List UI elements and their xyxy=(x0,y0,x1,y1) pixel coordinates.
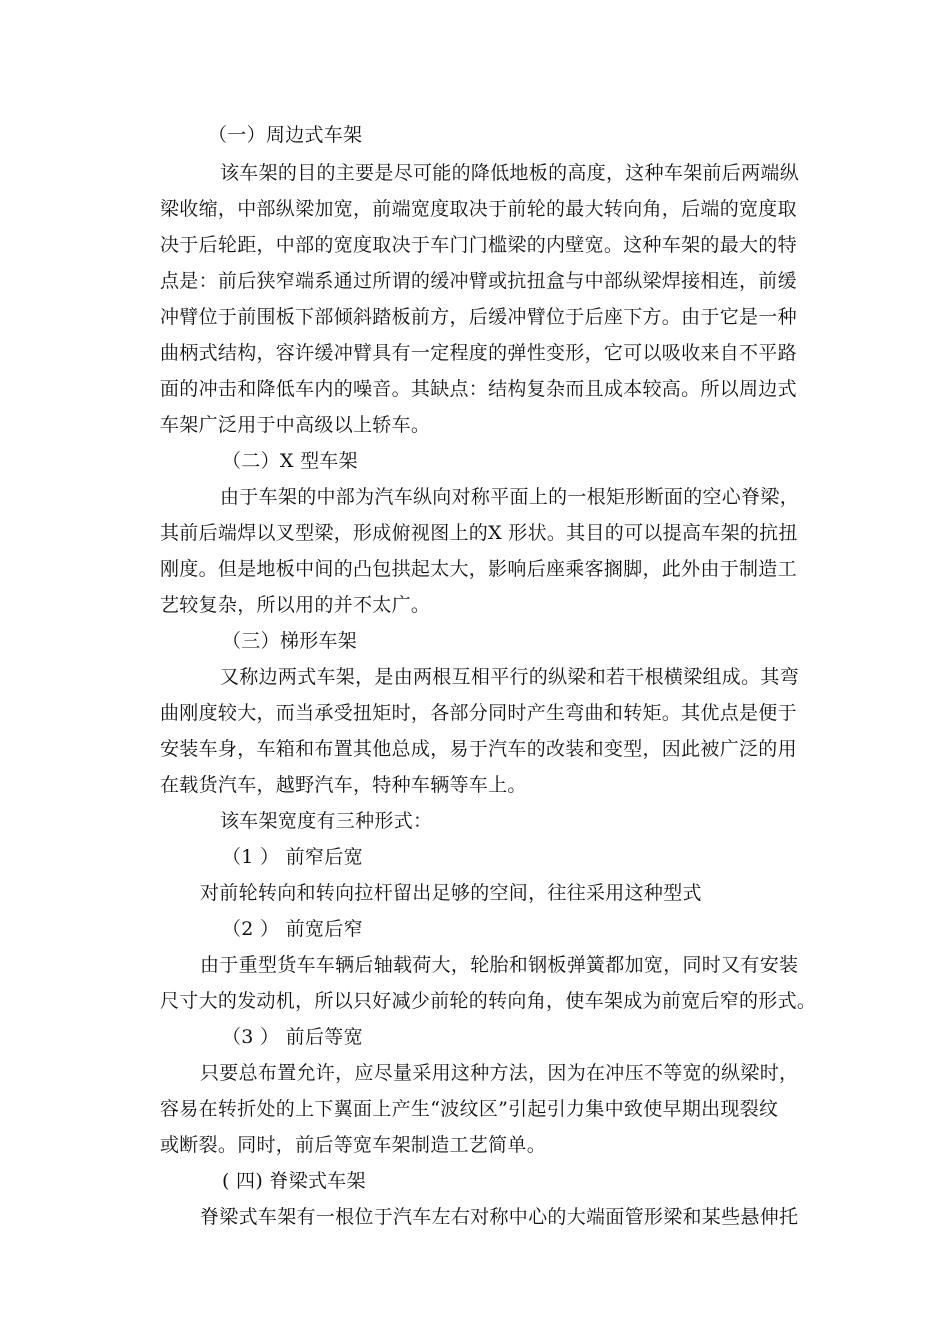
paragraph-line: 面的冲击和降低车内的噪音。其缺点：结构复杂而且成本较高。所以周边式 xyxy=(160,378,797,400)
list-item-label: （3 ） 前后等宽 xyxy=(222,1026,363,1048)
paragraph-line: 决于后轮距，中部的宽度取决于车门门槛梁的内壁宽。这种车架的最大的特 xyxy=(160,234,797,256)
list-item-label: （1 ） 前窄后宽 xyxy=(222,846,363,868)
paragraph-line: 艺较复杂，所以用的并不太广。 xyxy=(160,594,431,616)
list-item-label: （2 ） 前宽后窄 xyxy=(222,918,363,940)
section-heading-x-frame: （二）X 型车架 xyxy=(222,450,358,472)
paragraph-line: 该车架宽度有三种形式： xyxy=(220,810,433,832)
paragraph-line: 容易在转折处的上下翼面上产生“波纹区”引起引力集中致使早期出现裂纹 xyxy=(160,1098,779,1120)
paragraph-line: 冲臂位于前围板下部倾斜踏板前方，后缓冲臂位于后座下方。由于它是一种 xyxy=(160,306,797,328)
paragraph-line: 尺寸大的发动机，所以只好减少前轮的转向角，使车架成为前宽后窄的形式。 xyxy=(160,990,817,1012)
paragraph-line: 脊梁式车架有一根位于汽车左右对称中心的大端面管形梁和某些悬伸托 xyxy=(200,1206,799,1228)
paragraph-line: 安装车身，车箱和布置其他总成，易于汽车的改装和变型，因此被广泛的用 xyxy=(160,738,797,760)
paragraph-line: 或断裂。同时，前后等宽车架制造工艺简单。 xyxy=(160,1134,547,1156)
paragraph-line: 对前轮转向和转向拉杆留出足够的空间，往往采用这种型式 xyxy=(200,882,702,904)
paragraph-line: 曲柄式结构，容许缓冲臂具有一定程度的弹性变形，它可以吸收来自不平路 xyxy=(160,342,797,364)
paragraph-line: 又称边两式车架，是由两根互相平行的纵梁和若干根横梁组成。其弯 xyxy=(220,666,800,688)
paragraph-line: 其前后端焊以叉型梁，形成俯视图上的X 形状。其目的可以提高车架的抗扭 xyxy=(160,522,798,544)
paragraph-line: 车架广泛用于中高级以上轿车。 xyxy=(160,414,431,436)
paragraph-line: 只要总布置允许，应尽量采用这种方法，因为在冲压不等宽的纵梁时， xyxy=(200,1062,799,1084)
paragraph-line: 由于车架的中部为汽车纵向对称平面上的一根矩形断面的空心脊梁， xyxy=(220,486,800,508)
paragraph-line: 该车架的目的主要是尽可能的降低地板的高度，这种车架前后两端纵 xyxy=(220,162,800,184)
paragraph-line: 刚度。但是地板中间的凸包拱起太大，影响后座乘客搁脚，此外由于制造工 xyxy=(160,558,797,580)
section-heading-perimeter-frame: （一）周边式车架 xyxy=(208,124,363,146)
paragraph-line: 由于重型货车车辆后轴载荷大，轮胎和钢板弹簧都加宽，同时又有安装 xyxy=(200,954,799,976)
paragraph-line: 梁收缩，中部纵梁加宽，前端宽度取决于前轮的最大转向角，后端的宽度取 xyxy=(160,198,797,220)
section-heading-backbone-frame: ( 四) 脊梁式车架 xyxy=(222,1170,366,1192)
paragraph-line: 曲刚度较大，而当承受扭矩时，各部分同时产生弯曲和转矩。其优点是便于 xyxy=(160,702,797,724)
paragraph-line: 在载货汽车，越野汽车，特种车辆等车上。 xyxy=(160,774,527,796)
section-heading-ladder-frame: （三）梯形车架 xyxy=(222,630,358,652)
paragraph-line: 点是：前后狭窄端系通过所谓的缓冲臂或抗扭盒与中部纵梁焊接相连，前缓 xyxy=(160,270,797,292)
